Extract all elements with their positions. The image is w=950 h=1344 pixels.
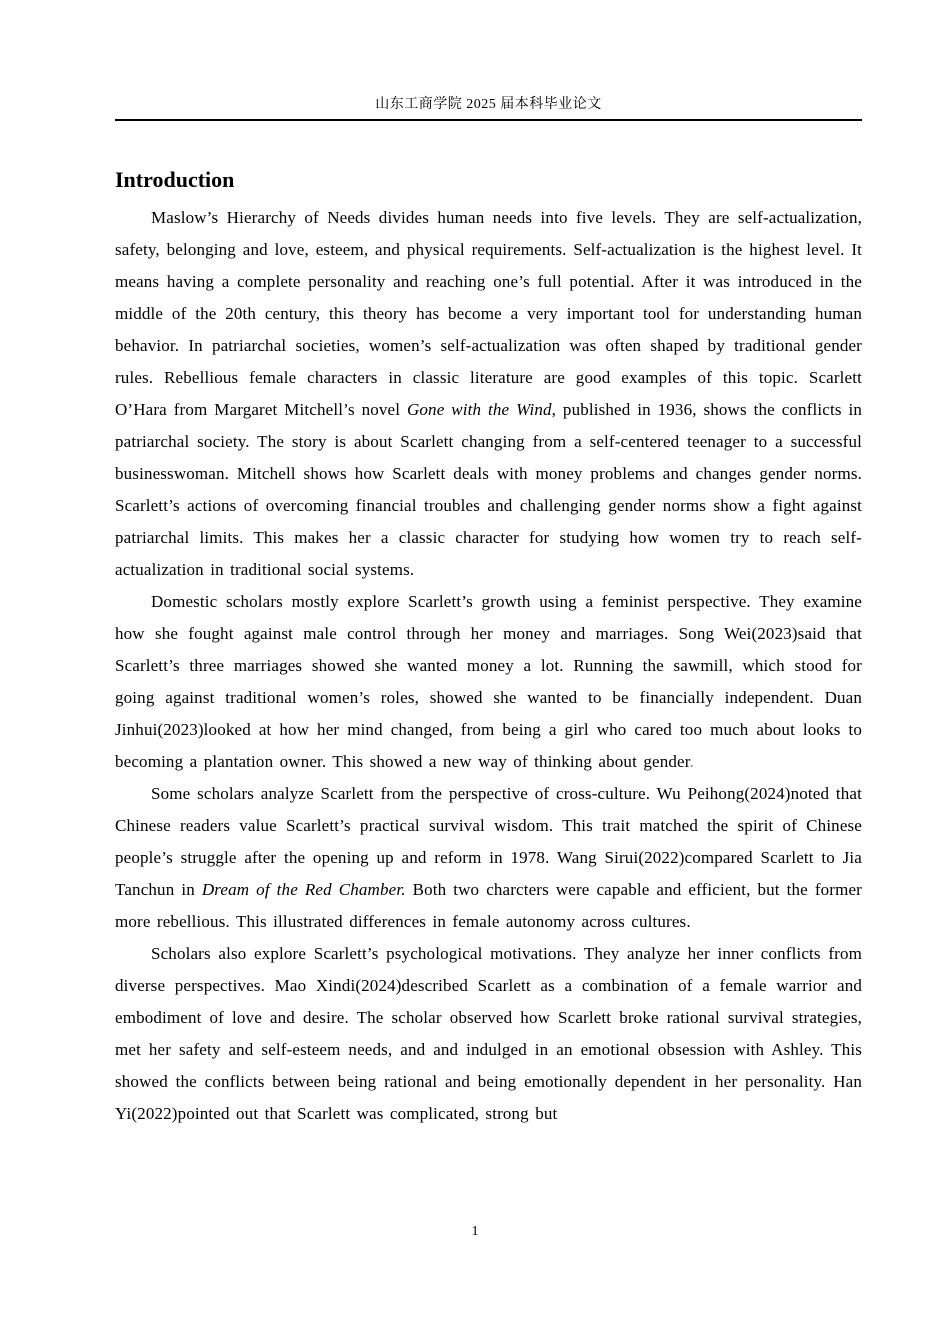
paragraph [115,778,862,938]
text-segment: , published in 1936, shows the conflicts in patriarchal society. The story is about Scarlett changing from a self-centered teenager to a successful businesswoman. Mitchell shows how Scarlett deals with money problems and changes gender norms. Scarlett’s actions of overcoming financial troubles and challenging gender norms show a fight against patriarchal limits. This makes her a classic character for studying how women try to reach self-actualization in traditional social systems. [115,400,862,580]
paragraph [115,938,862,1130]
text-segment: Domestic scholars mostly explore Scarlett’s growth using a feminist perspective. They examine how she fought against male control through her money and marriages. Song Wei(2023)said that Scarlett’s three marriages showed she wanted money a lot. Running the sawmill, which stood for going against traditional women’s roles, showed she wanted to be financially independent. Duan Jinhui(2023)looked at how her mind changed, from being a girl who cared too much about looks to becoming a plantation owner. This showed a new way of thinking about gender [115,592,862,772]
italic-book-title: Dream of the Red Chamber. [201,880,406,900]
text-segment: Scholars also explore Scarlett’s psychological motivations. They analyze her inner conflicts from diverse perspectives. Mao Xindi(2024)described Scarlett as a combination of a female warrior and embodiment of love and desire. The scholar observed how Scarlett broke rational survival strategies, met her safety and self-esteem needs, and and indulged in an emotional obsession with Ashley. This showed the conflicts between being rational and being emotionally dependent in her personality. Han Yi(2022)pointed out that Scarlett was complicated, strong but [115,944,862,1124]
header-rule [115,119,862,121]
page-footer [0,1224,950,1240]
text-segment: Maslow’s Hierarchy of Needs divides human needs into five levels. They are self-actualization, safety, belonging and love, esteem, and physical requirements. Self-actualization is the highest level. It means having a complete personality and reaching one’s full potential. After it was introduced in the middle of the 20th century, this theory has become a very important tool for understanding human behavior. In patriarchal societies, women’s self-actualization was often shaped by traditional gender rules. Rebellious female characters in classic literature are good examples of this topic. Scarlett O’Hara from Margaret Mitchell’s novel [115,208,862,420]
body-paragraphs [115,202,862,1130]
text-segment: Both two charcters were capable and efficient, but the former more rebellious. This illustrated differences in female autonomy across cultures. [115,880,862,932]
italic-book-title: Gone with the Wind [406,400,552,420]
page-number: 1 [471,1224,479,1239]
page-content [115,125,862,1130]
header-title: 山东工商学院 2025 届本科毕业论文 [375,97,602,112]
paragraph [115,202,862,586]
paragraph [115,586,862,778]
page-header [115,0,862,121]
text-segment: Some scholars analyze Scarlett from the perspective of cross-culture. Wu Peihong(2024)noted that Chinese readers value Scarlett’s practical survival wisdom. This trait matched the spirit of Chinese people’s struggle after the opening up and reform in 1978. Wang Sirui(2022)compared Scarlett to Jia Tanchun in [115,784,862,900]
text-segment: . [689,752,694,772]
section-title: Introduction [115,167,235,192]
